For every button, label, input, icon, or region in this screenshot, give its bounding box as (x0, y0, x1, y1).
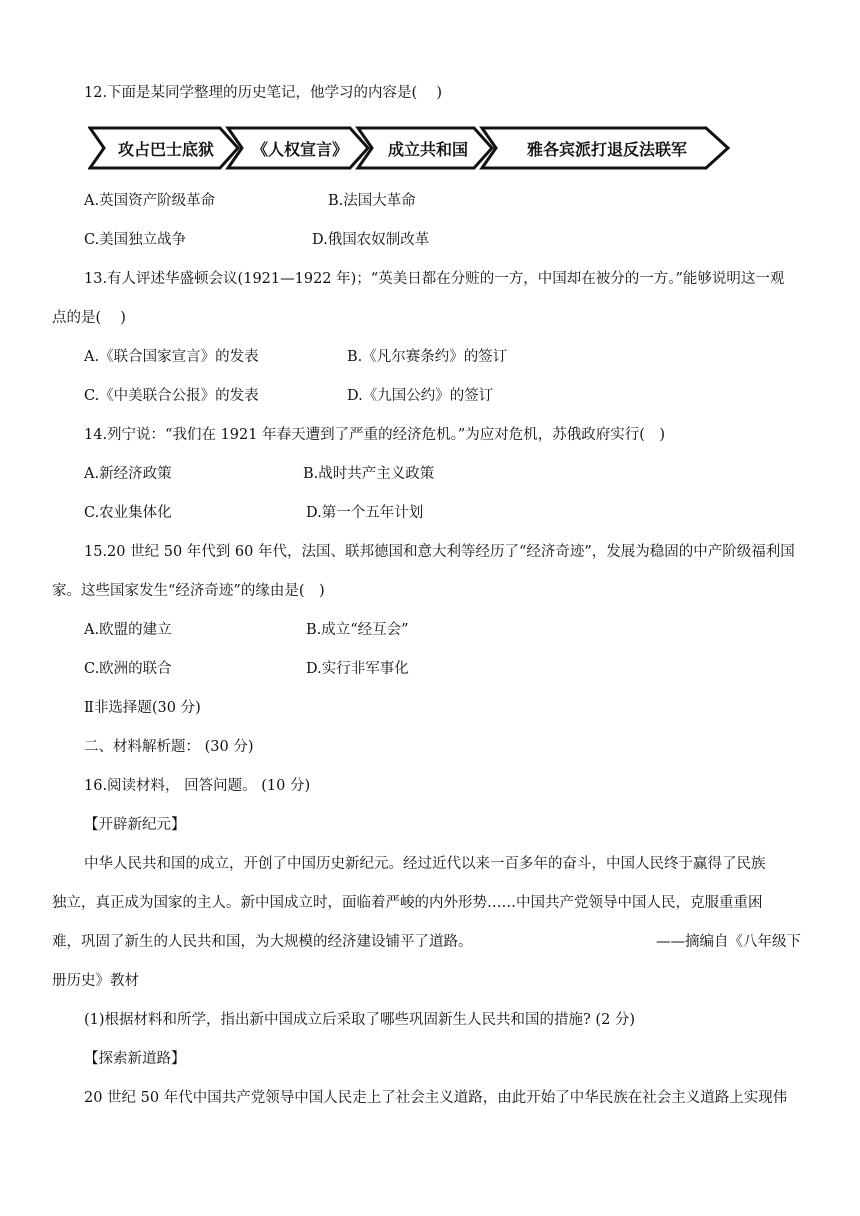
q12-option-c: C.美国独立战争 (84, 232, 187, 248)
q16-heading-2: 【探索新道路】 (84, 1051, 186, 1067)
flow-step-3: 成立共和国 (387, 139, 468, 159)
q16-stem: 16.阅读材料， 回答问题。 (10 分) (84, 778, 311, 794)
q15-option-d: D.实行非军事化 (306, 661, 409, 677)
q13-option-a: A.《联合国家宣言》的发表 (84, 349, 259, 365)
q15-option-a: A.欧盟的建立 (84, 622, 172, 638)
q13-option-c: C.《中美联合公报》的发表 (84, 388, 259, 404)
q14-option-d: D.第一个五年计划 (306, 505, 424, 521)
q14-option-a: A.新经济政策 (84, 466, 172, 482)
q14-option-c: C.农业集体化 (84, 505, 172, 521)
q16-subquestion-1: (1)根据材料和所学，指出新中国成立后采取了哪些巩固新生人民共和国的措施? (2 分) (84, 1012, 636, 1028)
q12-option-d: D.俄国农奴制改革 (312, 232, 430, 248)
q12-stem: 12.下面是某同学整理的历史笔记，他学习的内容是( ) (84, 85, 442, 101)
q13-option-d: D.《九国公约》的签订 (347, 388, 494, 404)
q14-stem: 14.列宁说：“我们在 1921 年春天遭到了严重的经济危机。”为应对危机，苏俄政府实行( ) (84, 427, 666, 443)
q16-source-line2: 册历史》教材 (52, 973, 139, 989)
q13-option-b: B.《凡尔赛条约》的签订 (347, 349, 508, 365)
q16-material-line2: 独立，真正成为国家的主人。新中国成立时，面临着严峻的内外形势……中国共产党领导中国人民，克服重重困 (52, 895, 763, 911)
q15-stem-line1: 15.20 世纪 50 年代到 60 年代，法国、联邦德国和意大利等经历了“经济奇迹”，发展为稳固的中产阶级福利国 (84, 544, 795, 560)
flow-step-2: 《人权宣言》 (251, 139, 348, 159)
q14-option-b: B.战时共产主义政策 (303, 466, 435, 482)
q13-stem-line2: 点的是( ) (52, 310, 126, 326)
q15-stem-line2: 家。这些国家发生“经济奇迹”的缘由是( ) (52, 583, 325, 599)
flow-step-1: 攻占巴士底狱 (117, 139, 214, 159)
q16-heading-1: 【开辟新纪元】 (84, 817, 186, 833)
part2-title: Ⅱ非选择题(30 分) (84, 700, 201, 716)
q16-material-line3: 难，巩固了新生的人民共和国，为大规模的经济建设铺平了道路。 (52, 934, 473, 950)
q15-option-b: B.成立“经互会” (306, 622, 409, 638)
q16-material-line1: 中华人民共和国的成立，开创了中国历史新纪元。经过近代以来一百多年的奋斗，中国人民终于赢得了民族 (84, 856, 766, 872)
q12-option-a: A.英国资产阶级革命 (84, 193, 216, 209)
q13-stem-line1: 13.有人评述华盛顿会议(1921—1922 年)；“英美日都在分赃的一方，中国却在被分的一方。”能够说明这一观 (84, 271, 785, 287)
q12-option-b: B.法国大革命 (328, 193, 416, 209)
section-title: 二、材料解析题： (30 分) (84, 739, 254, 755)
flow-step-4: 雅各宾派打退反法联军 (526, 139, 687, 159)
q16-source-line1: ——摘编自《八年级下 (656, 934, 801, 950)
q12-flow-diagram (88, 122, 733, 174)
q16-material2-line1: 20 世纪 50 年代中国共产党领导中国人民走上了社会主义道路，由此开始了中华民族在社会主义道路上实现伟 (84, 1090, 788, 1106)
q15-option-c: C.欧洲的联合 (84, 661, 172, 677)
